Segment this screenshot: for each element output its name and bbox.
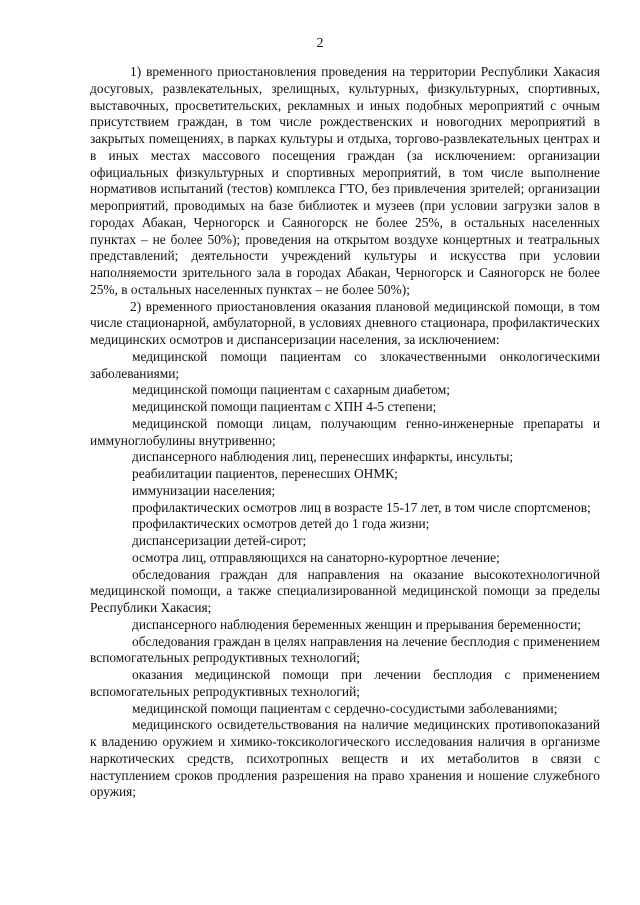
paragraph: обследования граждан в целях направления на лечение бесплодия с применением вспомогательных репродуктивных технологий; [90,633,600,666]
paragraph: реабилитации пациентов, перенесших ОНМК; [132,466,398,481]
paragraph: медицинской помощи пациентам с ХПН 4-5 степени; [132,399,437,414]
document-body [90,64,600,801]
paragraph: профилактических осмотров лиц в возрасте 15-17 лет, в том числе спортсменов; [132,499,591,515]
paragraph: диспансеризации детей-сирот; [132,533,307,548]
paragraph: 2) временного приостановления оказания плановой медицинской помощи, в том числе стационарной, амбулаторной, в условиях дневного стационара, профилактических медицинских осмотров и диспансеризации населения, за исключением: [90,298,600,347]
paragraph: диспансерного наблюдения беременных женщин и прерывания беременности; [132,616,581,632]
paragraph: профилактических осмотров детей до 1 года жизни; [132,516,430,532]
paragraph: оказания медицинской помощи при лечении бесплодия с применением вспомогательных репродуктивных технологий; [90,667,600,699]
paragraph: иммунизации населения; [132,482,276,498]
paragraph: медицинской помощи пациентам с сердечно-сосудистыми заболеваниями; [132,700,558,716]
paragraph: обследования граждан для направления на оказание высокотехнологичной медицинской помощи, а также специализированной медицинской помощи за пределы Республики Хакасия; [90,566,600,615]
paragraph: осмотра лиц, отправляющихся на санаторно-курортное лечение; [132,549,500,565]
paragraph: медицинской помощи пациентам с сахарным диабетом; [132,382,450,398]
page-number: 2 [316,36,324,51]
paragraph: медицинской помощи пациентам со злокачественными онкологическими заболеваниями; [90,348,600,381]
paragraph: медицинской помощи лицам, получающим генно-инженерные препараты и иммуноглобулины внутривенно; [90,415,600,448]
paragraph: 1) временного приостановления проведения на территории Республики Хакасия досуговых, развлекательных, зрелищных, культурных, физкультурных, спортивных, выставочных, просветительских, рекламных и иных подобных мероприятий с очным присутствием граждан, в том числе рождественских и новогодних мероприятий в закрытых помещениях, в парках культуры и отдыха, торгово-развлекательных центрах и в иных местах массового посещения граждан (за исключением: организации официальных физкультурных и спортивных мероприятий, в том числе выполнение нормативов испытаний (тестов) комплекса ГТО, без привлечения зрителей; организации мероприятий, проводимых на базе библиотек и музеев (при условии загрузки залов в городах Абакан, Черногорск и Саяногорск не более 25%, в остальных населенных пунктах – не более 50%); проведения на открытом воздухе концертных и театральных представлений; деятельности учреждений культуры и искусства при условии наполняемости зрительного зала в городах Абакан, Черногорск и Саяногорск не более 25%, в остальных населенных пунктах – не более 50%); [90,64,600,297]
paragraph: медицинского освидетельствования на наличие медицинских противопоказаний к владению оружием и химико-токсикологического исследования наличия в организме наркотических средств, психотропных веществ и их метаболитов в связи с наступлением сроков продления разрешения на право хранения и ношение служебного оружия; [90,717,600,800]
paragraph: диспансерного наблюдения лиц, перенесших инфаркты, инсульты; [132,449,514,465]
